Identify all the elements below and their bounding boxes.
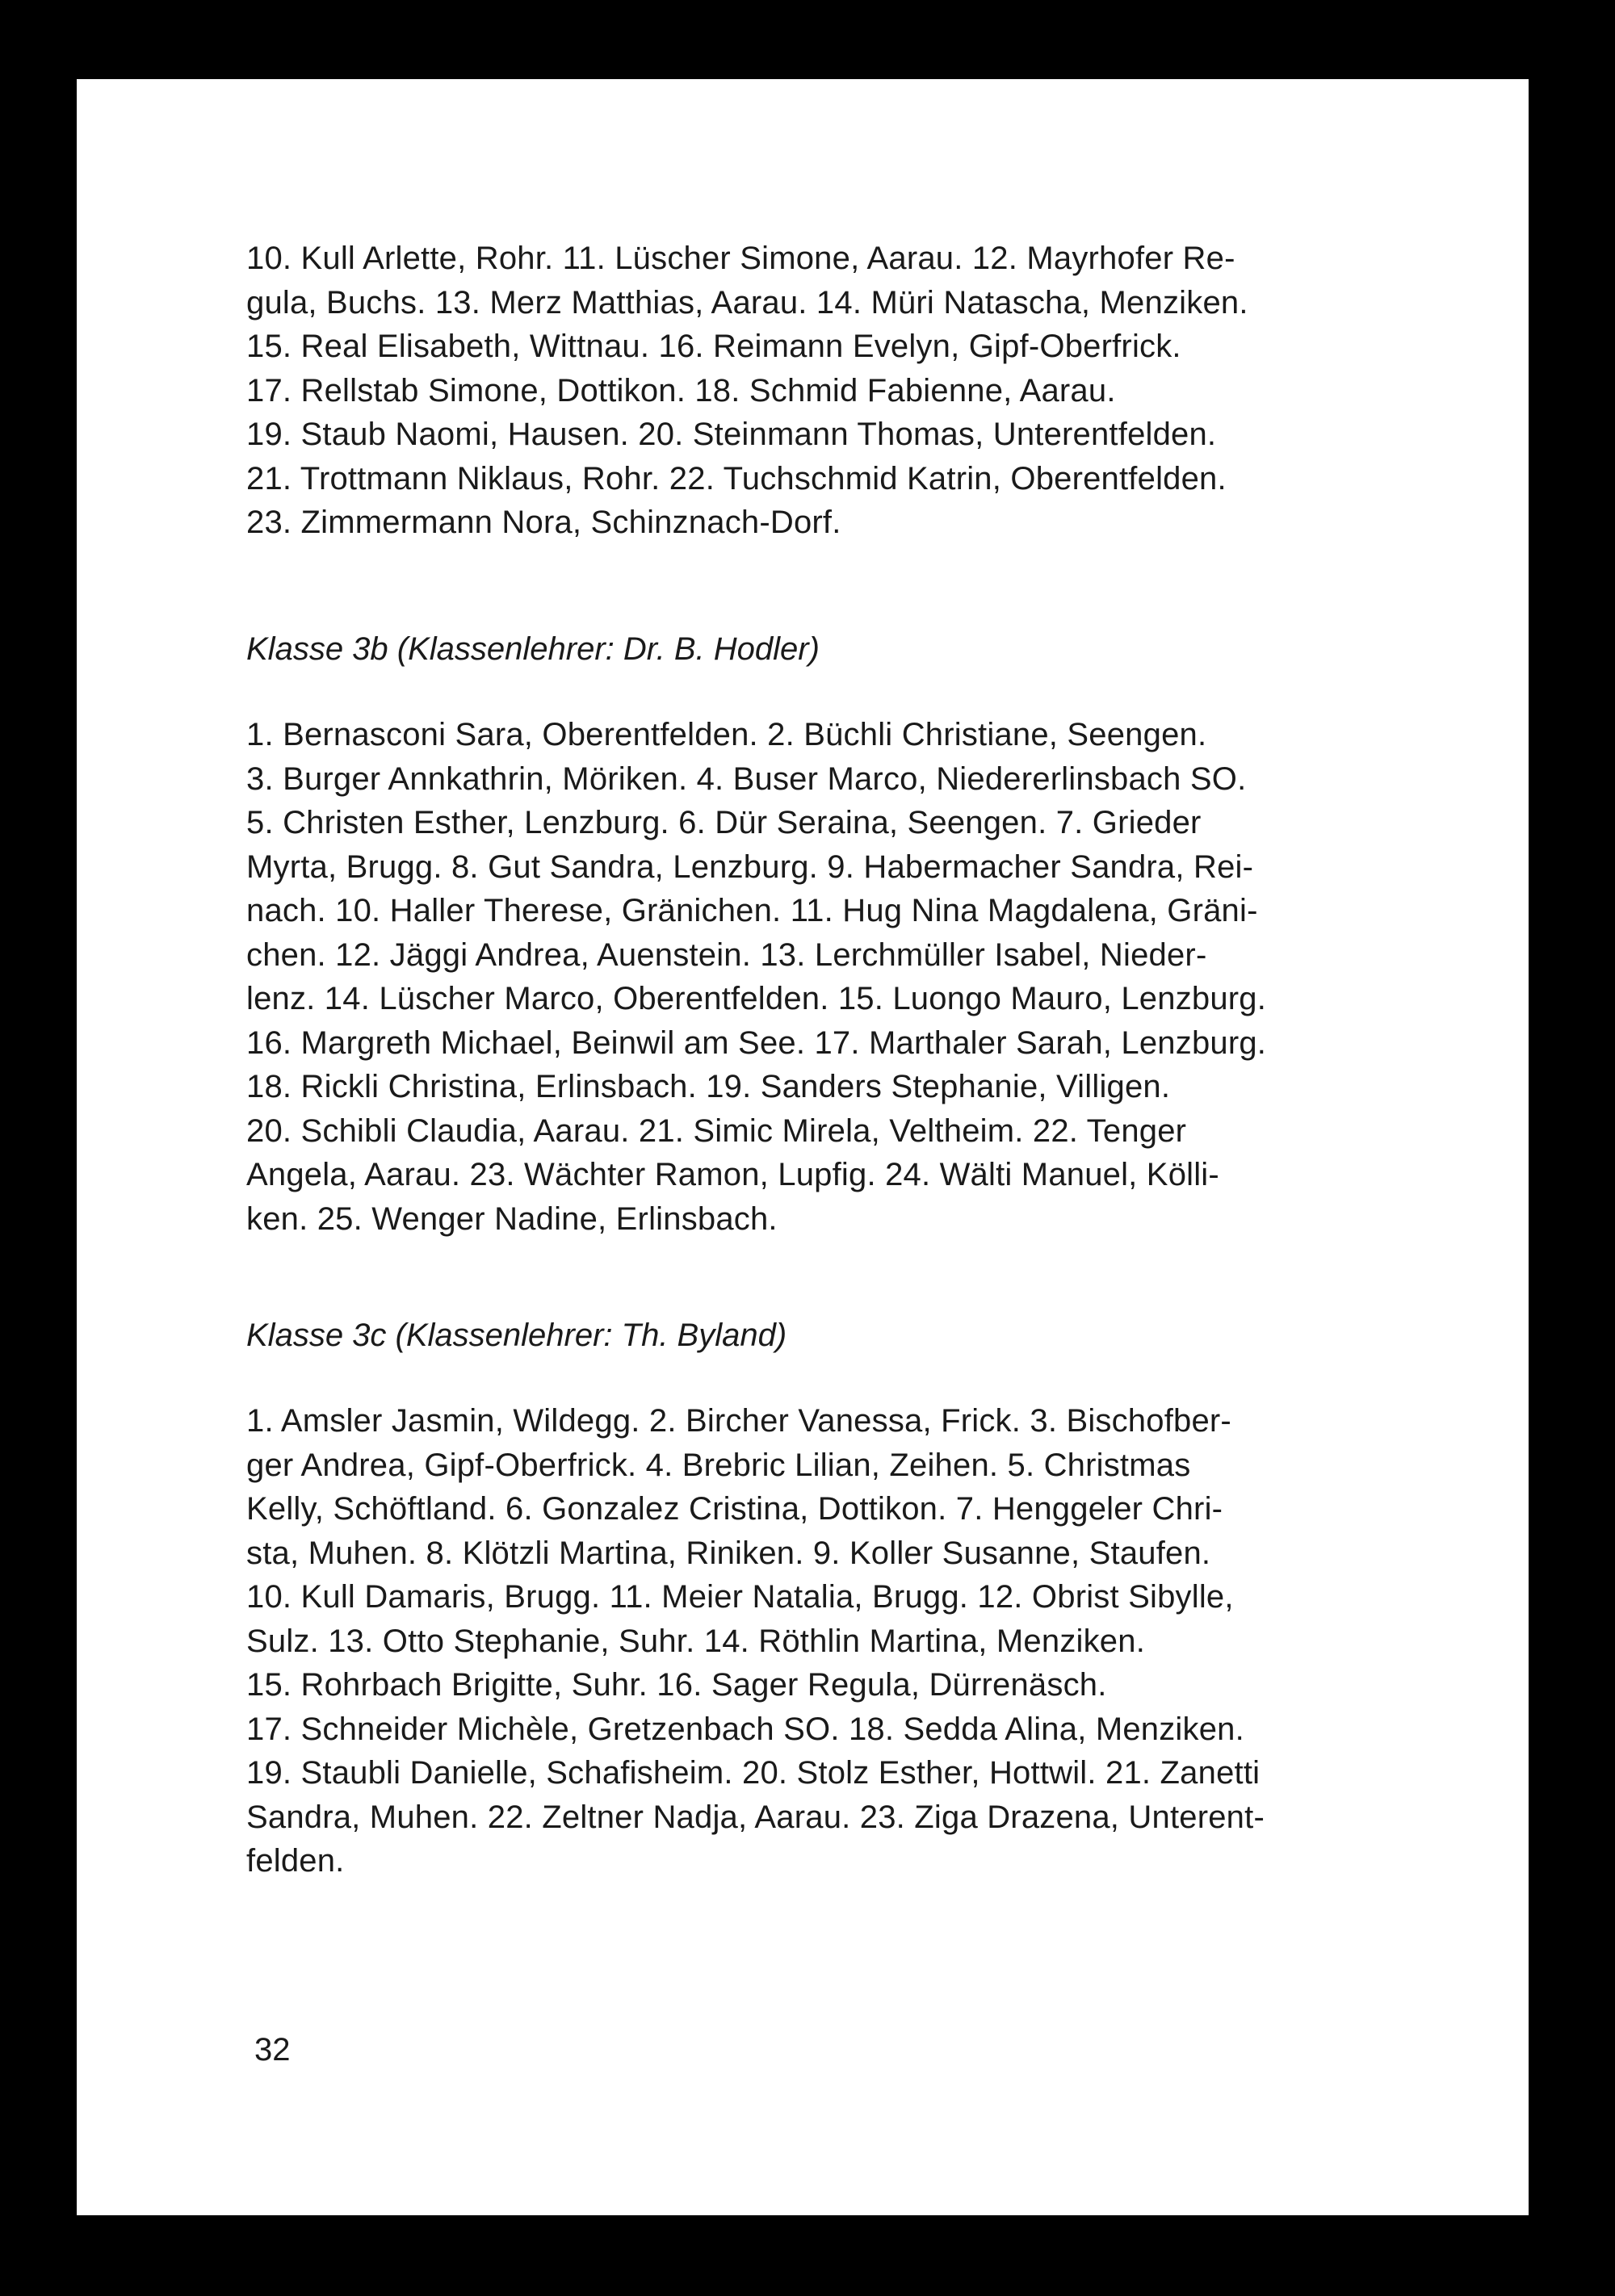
text-line: 10. Kull Arlette, Rohr. 11. Lüscher Simone, Aarau. 12. Mayrhofer Re- bbox=[246, 241, 1235, 276]
text-line: 20. Schibli Claudia, Aarau. 21. Simic Mirela, Veltheim. 22. Tenger bbox=[246, 1112, 1187, 1149]
page-number: 32 bbox=[254, 2032, 291, 2068]
text-line: 21. Trottmann Niklaus, Rohr. 22. Tuchschmid Katrin, Oberentfelden. bbox=[246, 460, 1227, 496]
text-line: 18. Rickli Christina, Erlinsbach. 19. Sanders Stephanie, Villigen. bbox=[246, 1069, 1171, 1104]
text-line: ken. 25. Wenger Nadine, Erlinsbach. bbox=[246, 1200, 778, 1237]
text-line: ger Andrea, Gipf-Oberfrick. 4. Brebric Lilian, Zeihen. 5. Christmas bbox=[246, 1447, 1191, 1483]
text-line: felden. bbox=[246, 1843, 345, 1879]
text-line: Kelly, Schöftland. 6. Gonzalez Cristina, Dottikon. 7. Henggeler Chri- bbox=[246, 1491, 1223, 1527]
text-line: 17. Rellstab Simone, Dottikon. 18. Schmid Fabienne, Aarau. bbox=[246, 372, 1116, 409]
text-line: 1. Bernasconi Sara, Oberentfelden. 2. Büchli Christiane, Seengen. bbox=[246, 717, 1207, 752]
text-line: Angela, Aarau. 23. Wächter Ramon, Lupfig. 24. Wälti Manuel, Kölli- bbox=[246, 1157, 1219, 1192]
text-line: chen. 12. Jäggi Andrea, Auenstein. 13. Lerchmüller Isabel, Nieder- bbox=[246, 936, 1207, 973]
text-line: 16. Margreth Michael, Beinwil am See. 17. Marthaler Sarah, Lenzburg. bbox=[246, 1024, 1267, 1061]
class-3c-heading: Klasse 3c (Klassenlehrer: Th. Byland) bbox=[246, 1318, 787, 1353]
text-line: Sulz. 13. Otto Stephanie, Suhr. 14. Röthlin Martina, Menziken. bbox=[246, 1623, 1146, 1659]
text-line: 1. Amsler Jasmin, Wildegg. 2. Bircher Vanessa, Frick. 3. Bischofber- bbox=[246, 1403, 1231, 1439]
text-line: 5. Christen Esther, Lenzburg. 6. Dür Seraina, Seengen. 7. Grieder bbox=[246, 805, 1202, 840]
text-line: 3. Burger Annkathrin, Möriken. 4. Buser Marco, Niedererlinsbach SO. bbox=[246, 760, 1247, 797]
text-line: Myrta, Brugg. 8. Gut Sandra, Lenzburg. 9. Habermacher Sandra, Rei- bbox=[246, 848, 1254, 885]
text-line: 17. Schneider Michèle, Gretzenbach SO. 18. Sedda Alina, Menziken. bbox=[246, 1711, 1244, 1747]
class-3b-list bbox=[246, 713, 1266, 1241]
class-list-continuation bbox=[246, 237, 1248, 545]
text-line: 15. Rohrbach Brigitte, Suhr. 16. Sager Regula, Dürrenäsch. bbox=[246, 1667, 1107, 1703]
text-line: 19. Staubli Danielle, Schafisheim. 20. Stolz Esther, Hottwil. 21. Zanetti bbox=[246, 1755, 1261, 1791]
class-3b-heading: Klasse 3b (Klassenlehrer: Dr. B. Hodler) bbox=[246, 631, 820, 667]
text-line: sta, Muhen. 8. Klötzli Martina, Riniken. 9. Koller Susanne, Staufen. bbox=[246, 1535, 1211, 1571]
text-line: gula, Buchs. 13. Merz Matthias, Aarau. 14. Müri Natascha, Menziken. bbox=[246, 284, 1248, 321]
text-line: nach. 10. Haller Therese, Gränichen. 11. Hug Nina Magdalena, Gräni- bbox=[246, 893, 1258, 928]
class-3c-list bbox=[246, 1399, 1265, 1883]
text-line: lenz. 14. Lüscher Marco, Oberentfelden. 15. Luongo Mauro, Lenzburg. bbox=[246, 981, 1267, 1016]
text-line: 15. Real Elisabeth, Wittnau. 16. Reimann Evelyn, Gipf-Oberfrick. bbox=[246, 329, 1181, 364]
text-line: 19. Staub Naomi, Hausen. 20. Steinmann Thomas, Unterentfelden. bbox=[246, 417, 1217, 452]
text-line: Sandra, Muhen. 22. Zeltner Nadja, Aarau. 23. Ziga Drazena, Unterent- bbox=[246, 1799, 1265, 1835]
text-line: 23. Zimmermann Nora, Schinznach-Dorf. bbox=[246, 505, 841, 540]
text-line: 10. Kull Damaris, Brugg. 11. Meier Natalia, Brugg. 12. Obrist Sibylle, bbox=[246, 1579, 1234, 1615]
document-page bbox=[77, 79, 1529, 2215]
